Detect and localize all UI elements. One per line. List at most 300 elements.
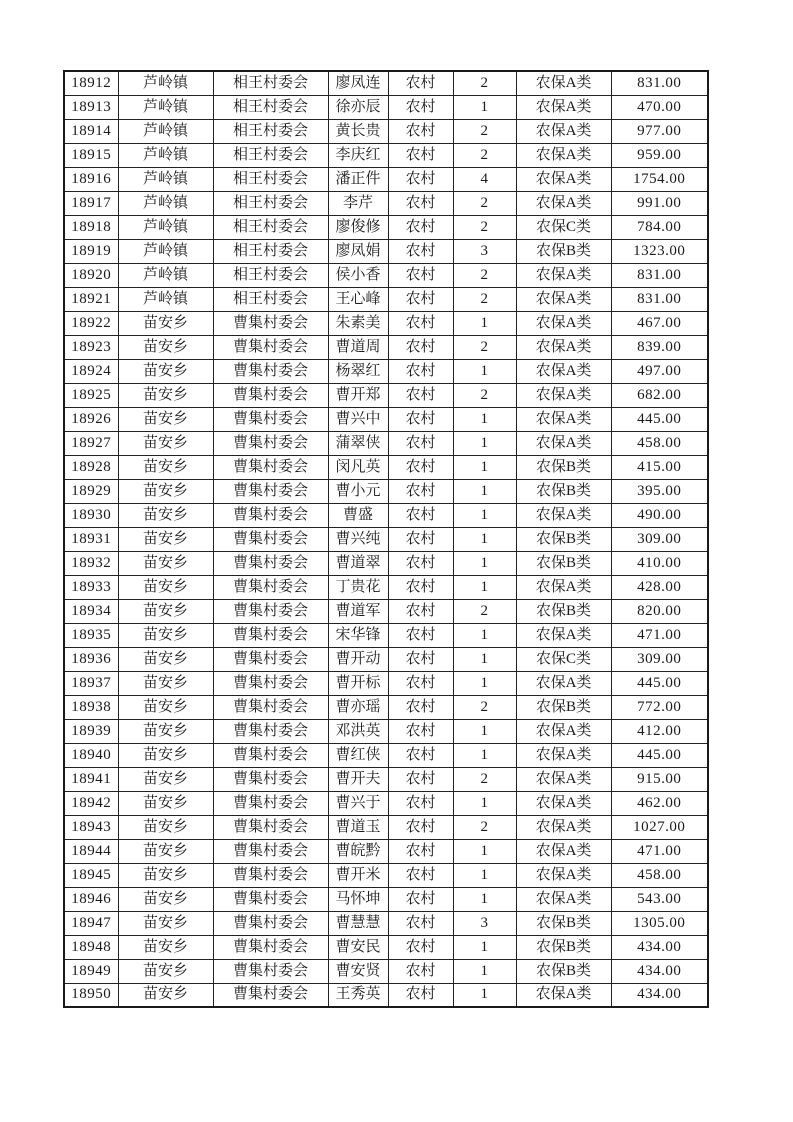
cell-person-name: 侯小香 [328, 263, 388, 287]
cell-person-name: 廖俊修 [328, 215, 388, 239]
cell-township: 芦岭镇 [118, 263, 213, 287]
cell-township: 苗安乡 [118, 983, 213, 1007]
cell-township: 苗安乡 [118, 479, 213, 503]
cell-village-committee: 曹集村委会 [213, 359, 328, 383]
cell-township: 芦岭镇 [118, 287, 213, 311]
cell-village-committee: 曹集村委会 [213, 623, 328, 647]
cell-village-committee: 曹集村委会 [213, 575, 328, 599]
cell-insurance-category: 农保B类 [516, 455, 611, 479]
cell-record-id: 18943 [64, 815, 118, 839]
cell-household-count: 2 [453, 143, 516, 167]
cell-person-name: 曹安民 [328, 935, 388, 959]
cell-township: 苗安乡 [118, 935, 213, 959]
cell-person-name: 朱素美 [328, 311, 388, 335]
cell-village-committee: 曹集村委会 [213, 527, 328, 551]
cell-amount: 428.00 [611, 575, 708, 599]
cell-household-count: 1 [453, 791, 516, 815]
cell-person-name: 曹亦瑶 [328, 695, 388, 719]
cell-insurance-category: 农保A类 [516, 95, 611, 119]
cell-amount: 445.00 [611, 671, 708, 695]
table-row [64, 767, 708, 791]
table-body [64, 71, 708, 1007]
cell-household-count: 2 [453, 335, 516, 359]
cell-township: 芦岭镇 [118, 143, 213, 167]
cell-village-committee: 曹集村委会 [213, 479, 328, 503]
cell-insurance-category: 农保A类 [516, 431, 611, 455]
cell-household-count: 2 [453, 767, 516, 791]
cell-residence-type: 农村 [388, 551, 453, 575]
cell-person-name: 曹兴中 [328, 407, 388, 431]
cell-record-id: 18950 [64, 983, 118, 1007]
cell-insurance-category: 农保A类 [516, 119, 611, 143]
cell-township: 苗安乡 [118, 599, 213, 623]
table-row [64, 911, 708, 935]
cell-amount: 309.00 [611, 527, 708, 551]
cell-amount: 1323.00 [611, 239, 708, 263]
cell-amount: 820.00 [611, 599, 708, 623]
cell-insurance-category: 农保B类 [516, 479, 611, 503]
cell-amount: 434.00 [611, 983, 708, 1007]
cell-residence-type: 农村 [388, 863, 453, 887]
table-row [64, 359, 708, 383]
cell-record-id: 18921 [64, 287, 118, 311]
cell-village-committee: 相王村委会 [213, 95, 328, 119]
cell-record-id: 18923 [64, 335, 118, 359]
cell-township: 芦岭镇 [118, 191, 213, 215]
cell-township: 苗安乡 [118, 767, 213, 791]
cell-village-committee: 相王村委会 [213, 239, 328, 263]
cell-residence-type: 农村 [388, 503, 453, 527]
cell-amount: 458.00 [611, 431, 708, 455]
table-row [64, 119, 708, 143]
cell-residence-type: 农村 [388, 359, 453, 383]
cell-insurance-category: 农保A类 [516, 503, 611, 527]
table-row [64, 71, 708, 95]
table-row [64, 719, 708, 743]
cell-household-count: 1 [453, 959, 516, 983]
cell-village-committee: 曹集村委会 [213, 983, 328, 1007]
cell-record-id: 18941 [64, 767, 118, 791]
cell-residence-type: 农村 [388, 143, 453, 167]
cell-person-name: 曹兴于 [328, 791, 388, 815]
cell-residence-type: 农村 [388, 647, 453, 671]
cell-township: 苗安乡 [118, 335, 213, 359]
cell-record-id: 18945 [64, 863, 118, 887]
table-row [64, 95, 708, 119]
cell-person-name: 王秀英 [328, 983, 388, 1007]
cell-township: 苗安乡 [118, 911, 213, 935]
cell-record-id: 18938 [64, 695, 118, 719]
cell-insurance-category: 农保A类 [516, 815, 611, 839]
cell-residence-type: 农村 [388, 383, 453, 407]
cell-insurance-category: 农保A类 [516, 863, 611, 887]
table-row [64, 983, 708, 1007]
cell-amount: 434.00 [611, 935, 708, 959]
cell-village-committee: 曹集村委会 [213, 695, 328, 719]
cell-person-name: 曹开标 [328, 671, 388, 695]
table-row [64, 239, 708, 263]
cell-record-id: 18914 [64, 119, 118, 143]
cell-township: 苗安乡 [118, 839, 213, 863]
cell-insurance-category: 农保B类 [516, 599, 611, 623]
cell-village-committee: 曹集村委会 [213, 431, 328, 455]
cell-residence-type: 农村 [388, 599, 453, 623]
cell-village-committee: 曹集村委会 [213, 455, 328, 479]
cell-township: 苗安乡 [118, 311, 213, 335]
cell-insurance-category: 农保B类 [516, 695, 611, 719]
cell-amount: 410.00 [611, 551, 708, 575]
cell-amount: 458.00 [611, 863, 708, 887]
cell-insurance-category: 农保A类 [516, 263, 611, 287]
table-row [64, 959, 708, 983]
cell-village-committee: 曹集村委会 [213, 647, 328, 671]
cell-amount: 915.00 [611, 767, 708, 791]
cell-residence-type: 农村 [388, 983, 453, 1007]
cell-amount: 445.00 [611, 407, 708, 431]
cell-residence-type: 农村 [388, 335, 453, 359]
table-row [64, 863, 708, 887]
pension-roster-table [63, 70, 709, 1008]
cell-person-name: 曹道翠 [328, 551, 388, 575]
cell-township: 苗安乡 [118, 887, 213, 911]
cell-record-id: 18917 [64, 191, 118, 215]
cell-household-count: 1 [453, 983, 516, 1007]
cell-household-count: 2 [453, 815, 516, 839]
cell-household-count: 1 [453, 719, 516, 743]
cell-insurance-category: 农保A类 [516, 191, 611, 215]
cell-village-committee: 相王村委会 [213, 287, 328, 311]
cell-household-count: 1 [453, 407, 516, 431]
cell-household-count: 1 [453, 479, 516, 503]
cell-household-count: 1 [453, 359, 516, 383]
cell-village-committee: 曹集村委会 [213, 791, 328, 815]
table-row [64, 407, 708, 431]
cell-village-committee: 曹集村委会 [213, 839, 328, 863]
cell-record-id: 18925 [64, 383, 118, 407]
cell-village-committee: 相王村委会 [213, 119, 328, 143]
cell-record-id: 18935 [64, 623, 118, 647]
cell-village-committee: 相王村委会 [213, 215, 328, 239]
cell-household-count: 1 [453, 671, 516, 695]
cell-amount: 467.00 [611, 311, 708, 335]
cell-insurance-category: 农保B类 [516, 959, 611, 983]
cell-residence-type: 农村 [388, 959, 453, 983]
cell-person-name: 曹开动 [328, 647, 388, 671]
cell-insurance-category: 农保A类 [516, 407, 611, 431]
cell-insurance-category: 农保A类 [516, 839, 611, 863]
cell-residence-type: 农村 [388, 719, 453, 743]
cell-person-name: 潘正件 [328, 167, 388, 191]
cell-person-name: 李庆红 [328, 143, 388, 167]
cell-insurance-category: 农保A类 [516, 719, 611, 743]
cell-amount: 490.00 [611, 503, 708, 527]
cell-residence-type: 农村 [388, 911, 453, 935]
table-row [64, 527, 708, 551]
cell-village-committee: 相王村委会 [213, 167, 328, 191]
cell-household-count: 2 [453, 191, 516, 215]
cell-township: 芦岭镇 [118, 167, 213, 191]
cell-village-committee: 曹集村委会 [213, 503, 328, 527]
table-row [64, 815, 708, 839]
cell-amount: 839.00 [611, 335, 708, 359]
cell-person-name: 曹慧慧 [328, 911, 388, 935]
cell-record-id: 18933 [64, 575, 118, 599]
cell-residence-type: 农村 [388, 743, 453, 767]
cell-township: 苗安乡 [118, 695, 213, 719]
cell-record-id: 18928 [64, 455, 118, 479]
cell-person-name: 黄长贵 [328, 119, 388, 143]
cell-record-id: 18924 [64, 359, 118, 383]
cell-township: 苗安乡 [118, 743, 213, 767]
cell-amount: 831.00 [611, 71, 708, 95]
cell-person-name: 廖凤连 [328, 71, 388, 95]
cell-insurance-category: 农保A类 [516, 983, 611, 1007]
cell-amount: 395.00 [611, 479, 708, 503]
cell-insurance-category: 农保A类 [516, 143, 611, 167]
cell-amount: 462.00 [611, 791, 708, 815]
cell-township: 苗安乡 [118, 863, 213, 887]
cell-township: 苗安乡 [118, 647, 213, 671]
cell-township: 苗安乡 [118, 791, 213, 815]
cell-record-id: 18942 [64, 791, 118, 815]
cell-household-count: 1 [453, 887, 516, 911]
cell-person-name: 曹开夫 [328, 767, 388, 791]
cell-person-name: 曹道军 [328, 599, 388, 623]
cell-amount: 1754.00 [611, 167, 708, 191]
cell-person-name: 曹小元 [328, 479, 388, 503]
cell-township: 苗安乡 [118, 623, 213, 647]
cell-amount: 1305.00 [611, 911, 708, 935]
cell-person-name: 蒲翠侠 [328, 431, 388, 455]
cell-amount: 309.00 [611, 647, 708, 671]
cell-household-count: 3 [453, 239, 516, 263]
cell-township: 苗安乡 [118, 719, 213, 743]
cell-household-count: 1 [453, 431, 516, 455]
cell-village-committee: 曹集村委会 [213, 383, 328, 407]
cell-amount: 991.00 [611, 191, 708, 215]
cell-village-committee: 曹集村委会 [213, 959, 328, 983]
cell-household-count: 1 [453, 455, 516, 479]
cell-insurance-category: 农保B类 [516, 239, 611, 263]
table-row [64, 263, 708, 287]
cell-residence-type: 农村 [388, 287, 453, 311]
cell-household-count: 1 [453, 527, 516, 551]
cell-village-committee: 相王村委会 [213, 263, 328, 287]
cell-person-name: 曹道周 [328, 335, 388, 359]
cell-village-committee: 曹集村委会 [213, 935, 328, 959]
table-row [64, 311, 708, 335]
cell-record-id: 18926 [64, 407, 118, 431]
cell-record-id: 18944 [64, 839, 118, 863]
cell-village-committee: 曹集村委会 [213, 767, 328, 791]
cell-household-count: 1 [453, 575, 516, 599]
table-row [64, 455, 708, 479]
cell-residence-type: 农村 [388, 935, 453, 959]
cell-record-id: 18947 [64, 911, 118, 935]
cell-village-committee: 相王村委会 [213, 143, 328, 167]
cell-person-name: 曹红侠 [328, 743, 388, 767]
cell-insurance-category: 农保A类 [516, 743, 611, 767]
cell-record-id: 18946 [64, 887, 118, 911]
cell-residence-type: 农村 [388, 239, 453, 263]
cell-household-count: 1 [453, 311, 516, 335]
cell-residence-type: 农村 [388, 407, 453, 431]
cell-person-name: 丁贵花 [328, 575, 388, 599]
cell-record-id: 18948 [64, 935, 118, 959]
cell-township: 苗安乡 [118, 815, 213, 839]
cell-record-id: 18915 [64, 143, 118, 167]
cell-township: 芦岭镇 [118, 215, 213, 239]
cell-record-id: 18919 [64, 239, 118, 263]
cell-household-count: 4 [453, 167, 516, 191]
cell-township: 芦岭镇 [118, 119, 213, 143]
cell-residence-type: 农村 [388, 695, 453, 719]
table-row [64, 551, 708, 575]
cell-household-count: 1 [453, 503, 516, 527]
cell-village-committee: 曹集村委会 [213, 911, 328, 935]
cell-person-name: 曹开米 [328, 863, 388, 887]
cell-person-name: 马怀坤 [328, 887, 388, 911]
table-row [64, 167, 708, 191]
cell-residence-type: 农村 [388, 767, 453, 791]
cell-township: 苗安乡 [118, 431, 213, 455]
table-row [64, 623, 708, 647]
cell-insurance-category: 农保A类 [516, 359, 611, 383]
cell-insurance-category: 农保C类 [516, 215, 611, 239]
cell-record-id: 18940 [64, 743, 118, 767]
cell-amount: 959.00 [611, 143, 708, 167]
cell-insurance-category: 农保B类 [516, 935, 611, 959]
cell-person-name: 曹安贤 [328, 959, 388, 983]
cell-amount: 471.00 [611, 623, 708, 647]
cell-household-count: 2 [453, 287, 516, 311]
cell-person-name: 曹开郑 [328, 383, 388, 407]
cell-amount: 470.00 [611, 95, 708, 119]
cell-township: 苗安乡 [118, 551, 213, 575]
cell-residence-type: 农村 [388, 191, 453, 215]
cell-village-committee: 曹集村委会 [213, 407, 328, 431]
table-row [64, 191, 708, 215]
cell-insurance-category: 农保C类 [516, 647, 611, 671]
cell-record-id: 18932 [64, 551, 118, 575]
cell-amount: 682.00 [611, 383, 708, 407]
cell-insurance-category: 农保A类 [516, 791, 611, 815]
table-row [64, 503, 708, 527]
cell-residence-type: 农村 [388, 791, 453, 815]
cell-residence-type: 农村 [388, 263, 453, 287]
cell-household-count: 2 [453, 695, 516, 719]
cell-insurance-category: 农保A类 [516, 71, 611, 95]
cell-residence-type: 农村 [388, 455, 453, 479]
cell-household-count: 3 [453, 911, 516, 935]
cell-record-id: 18939 [64, 719, 118, 743]
cell-household-count: 1 [453, 551, 516, 575]
cell-insurance-category: 农保A类 [516, 623, 611, 647]
cell-insurance-category: 农保A类 [516, 671, 611, 695]
cell-insurance-category: 农保A类 [516, 167, 611, 191]
cell-record-id: 18934 [64, 599, 118, 623]
cell-village-committee: 相王村委会 [213, 71, 328, 95]
cell-amount: 543.00 [611, 887, 708, 911]
cell-village-committee: 曹集村委会 [213, 719, 328, 743]
cell-village-committee: 曹集村委会 [213, 551, 328, 575]
cell-household-count: 2 [453, 71, 516, 95]
cell-amount: 831.00 [611, 287, 708, 311]
cell-person-name: 廖凤娟 [328, 239, 388, 263]
cell-record-id: 18913 [64, 95, 118, 119]
cell-amount: 831.00 [611, 263, 708, 287]
cell-township: 苗安乡 [118, 671, 213, 695]
cell-person-name: 曹道玉 [328, 815, 388, 839]
table-row [64, 791, 708, 815]
table-row [64, 671, 708, 695]
cell-township: 芦岭镇 [118, 95, 213, 119]
cell-insurance-category: 农保A类 [516, 311, 611, 335]
cell-village-committee: 曹集村委会 [213, 743, 328, 767]
cell-person-name: 曹皖黔 [328, 839, 388, 863]
cell-residence-type: 农村 [388, 119, 453, 143]
table-row [64, 599, 708, 623]
cell-township: 芦岭镇 [118, 71, 213, 95]
cell-record-id: 18927 [64, 431, 118, 455]
cell-record-id: 18922 [64, 311, 118, 335]
table-row [64, 839, 708, 863]
cell-amount: 497.00 [611, 359, 708, 383]
table-row [64, 287, 708, 311]
cell-residence-type: 农村 [388, 527, 453, 551]
cell-residence-type: 农村 [388, 215, 453, 239]
cell-household-count: 2 [453, 383, 516, 407]
cell-person-name: 杨翠红 [328, 359, 388, 383]
cell-residence-type: 农村 [388, 431, 453, 455]
cell-person-name: 宋华锋 [328, 623, 388, 647]
cell-household-count: 1 [453, 95, 516, 119]
cell-township: 苗安乡 [118, 407, 213, 431]
cell-household-count: 1 [453, 935, 516, 959]
cell-record-id: 18931 [64, 527, 118, 551]
cell-amount: 415.00 [611, 455, 708, 479]
cell-household-count: 2 [453, 263, 516, 287]
cell-township: 苗安乡 [118, 455, 213, 479]
cell-insurance-category: 农保A类 [516, 887, 611, 911]
table-row [64, 935, 708, 959]
cell-township: 芦岭镇 [118, 239, 213, 263]
cell-residence-type: 农村 [388, 815, 453, 839]
cell-person-name: 徐亦辰 [328, 95, 388, 119]
table-row [64, 887, 708, 911]
cell-person-name: 曹盛 [328, 503, 388, 527]
cell-residence-type: 农村 [388, 623, 453, 647]
cell-household-count: 1 [453, 647, 516, 671]
cell-village-committee: 曹集村委会 [213, 863, 328, 887]
cell-record-id: 18916 [64, 167, 118, 191]
cell-household-count: 2 [453, 599, 516, 623]
cell-amount: 471.00 [611, 839, 708, 863]
cell-township: 苗安乡 [118, 959, 213, 983]
cell-household-count: 1 [453, 863, 516, 887]
cell-amount: 434.00 [611, 959, 708, 983]
table-row [64, 575, 708, 599]
cell-insurance-category: 农保A类 [516, 335, 611, 359]
cell-residence-type: 农村 [388, 479, 453, 503]
cell-record-id: 18930 [64, 503, 118, 527]
cell-household-count: 1 [453, 623, 516, 647]
table-row [64, 431, 708, 455]
cell-amount: 772.00 [611, 695, 708, 719]
cell-township: 苗安乡 [118, 575, 213, 599]
cell-person-name: 邓洪英 [328, 719, 388, 743]
table-row [64, 647, 708, 671]
